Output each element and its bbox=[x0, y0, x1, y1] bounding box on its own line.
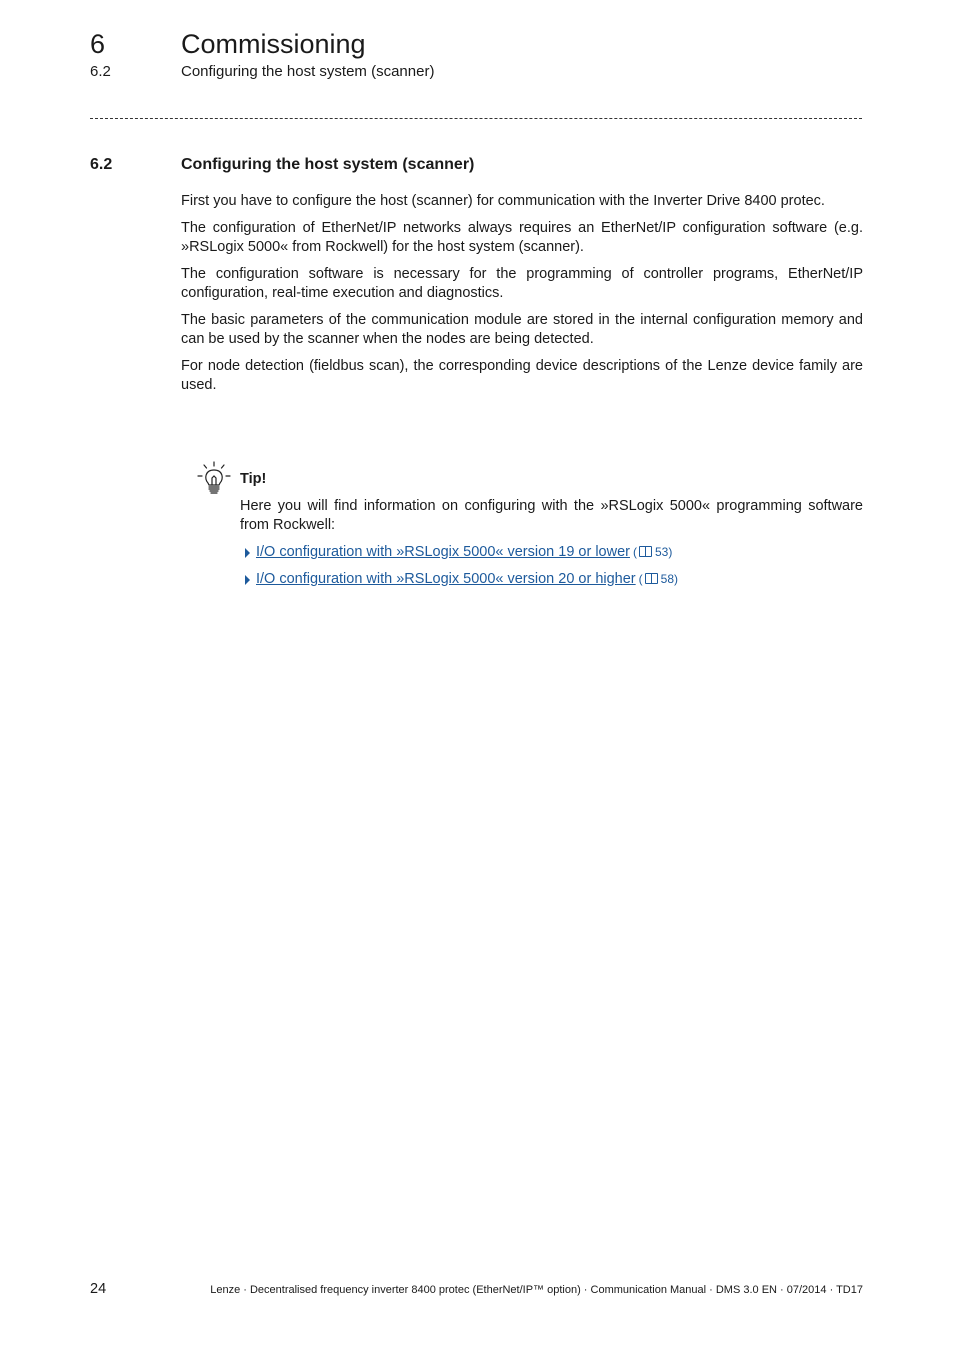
list-item bbox=[240, 543, 863, 562]
arrow-right-icon bbox=[245, 548, 250, 558]
section-body bbox=[181, 192, 863, 403]
tip-box bbox=[240, 469, 863, 597]
page-reference[interactable]: ( 58) bbox=[638, 572, 679, 586]
running-section-number: 6.2 bbox=[90, 63, 111, 80]
paragraph: For node detection (fieldbus scan), the corresponding device descriptions of the Lenze device family are used. bbox=[181, 358, 863, 393]
paragraph: First you have to configure the host (scanner) for communication with the Inverter Drive 8400 protec. bbox=[181, 193, 825, 209]
paragraph: The configuration software is necessary for the programming of controller programs, EtherNet/IP configuration, real-time execution and diagnostics. bbox=[181, 266, 863, 301]
tip-label: Tip! bbox=[240, 471, 267, 487]
book-icon bbox=[639, 546, 652, 557]
header-divider bbox=[90, 118, 862, 119]
arrow-right-icon bbox=[245, 575, 250, 585]
chapter-number: 6 bbox=[90, 29, 106, 59]
paragraph: The configuration of EtherNet/IP networks always requires an EtherNet/IP configuration software (e.g. »RSLogix 5000« from Rockwell) for the host system (scanner). bbox=[181, 220, 863, 255]
link-io-config-v19[interactable]: I/O configuration with »RSLogix 5000« version 19 or lower bbox=[256, 544, 630, 560]
link-io-config-v20[interactable]: I/O configuration with »RSLogix 5000« version 20 or higher bbox=[256, 571, 636, 587]
section-number: 6.2 bbox=[90, 156, 113, 173]
running-section-title: Configuring the host system (scanner) bbox=[181, 63, 435, 80]
page-reference[interactable]: ( 53) bbox=[632, 545, 673, 559]
page-number: 24 bbox=[90, 1281, 107, 1297]
footer-text: Lenze · Decentralised frequency inverter 8400 protec (EtherNet/IP™ option) · Communication Manual · DMS 3.0 EN · 07/2014 · TD17 bbox=[210, 1284, 863, 1296]
tip-link-list bbox=[240, 543, 863, 589]
section-title: Configuring the host system (scanner) bbox=[181, 156, 475, 173]
chapter-title: Commissioning bbox=[181, 29, 366, 59]
paragraph: The basic parameters of the communication module are stored in the internal configuration memory and can be used by the scanner when the nodes are being detected. bbox=[181, 312, 863, 347]
lightbulb-icon bbox=[197, 461, 231, 495]
list-item bbox=[240, 570, 863, 589]
book-icon bbox=[645, 573, 658, 584]
tip-text: Here you will find information on configuring with the »RSLogix 5000« programming software from Rockwell: bbox=[240, 498, 863, 533]
